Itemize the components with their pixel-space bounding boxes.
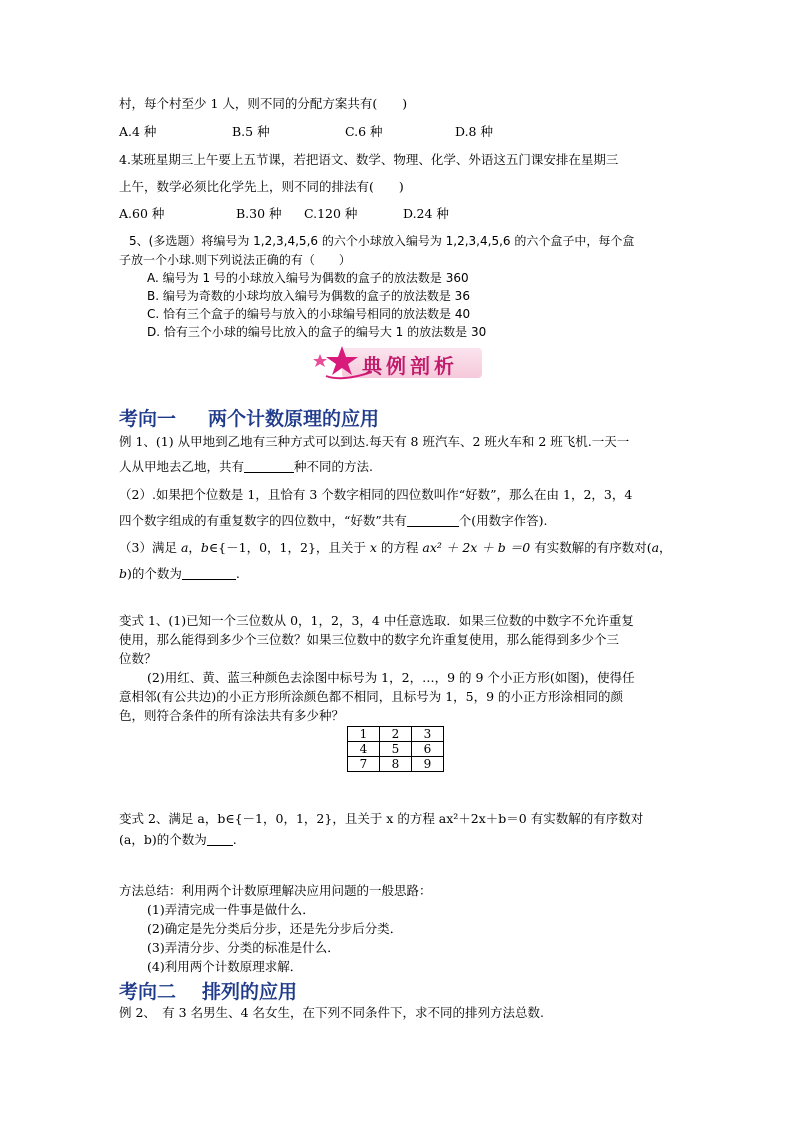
section1-heading: [119, 404, 379, 431]
grid-cell: 6: [412, 742, 444, 757]
ex1-part2-text-end: 个(用数字作答).: [458, 513, 548, 528]
comma: ，: [659, 540, 672, 555]
equation: ax² ＋ 2x ＋ b ＝0: [422, 540, 531, 555]
answer-blank: [407, 514, 459, 527]
q4-option-a: A.60 种: [119, 206, 165, 221]
section1-label: 考向一: [119, 408, 177, 430]
q3-option-b: B.5 种: [232, 124, 270, 139]
number-grid: [347, 726, 444, 772]
eq-prefix: 的方程: [376, 540, 423, 555]
var1-line3: 位数？: [119, 651, 157, 666]
answer-blank: [244, 460, 294, 473]
var2-text: (a，b)的个数为: [119, 832, 207, 847]
ex1-part1-text: 人从甲地去乙地，共有: [119, 459, 245, 474]
ex1-part1-line1: 例 1、(1) 从甲地到乙地有三种方式可以到达.每天有 8 班汽车、2 班火车和 2 班飞机.一天一: [119, 434, 630, 449]
summary-item-1: (1)弄清完成一件事是做什么．: [147, 902, 315, 917]
ex1-part2-text: 四个数字组成的有重复数字的四位数中，“好数”共有: [119, 513, 407, 528]
var-b: b: [119, 566, 128, 581]
set-text: ∈{－1，0，1，2}，且关于: [208, 540, 370, 555]
ex1-part2-line2: [119, 513, 548, 529]
var1-line4: (2)用红、黄、蓝三种颜色去涂图中标号为 1，2，…，9 的 9 个小正方形(如图)，使得任: [147, 670, 635, 685]
answer-blank: [182, 567, 236, 580]
grid-cell: 7: [348, 757, 380, 772]
var-a: a: [651, 540, 660, 555]
section-banner: [312, 342, 484, 382]
grid-cell: 8: [380, 757, 412, 772]
grid-cell: 2: [380, 727, 412, 742]
q4-option-d: D.24 种: [403, 206, 449, 221]
q5-option-a: A. 编号为 1 号的小球放入编号为偶数的盒子的放法数是 360: [147, 271, 469, 285]
grid-row: [348, 742, 444, 757]
tail-text: )的个数为: [127, 566, 182, 581]
section2-title: 排列的应用: [202, 981, 298, 1003]
tail-text: 有实数解的有序数对(: [530, 540, 652, 555]
ex1-part1-text-end: 种不同的方法.: [294, 459, 373, 474]
q5-stem-line1: 5、(多选题）将编号为 1,2,3,4,5,6 的六个小球放入编号为 1,2,3,4,5,6 的六个盒子中，每个盒: [129, 234, 635, 248]
ex1-part1-line2: [119, 459, 373, 475]
section2-label: 考向二: [119, 981, 177, 1003]
q4-stem-line2: 上午，数学必须比化学先上，则不同的排法有( ): [119, 179, 404, 194]
grid-cell: 4: [348, 742, 380, 757]
ex1-part3-line1: [119, 540, 672, 556]
var2-line2: [119, 832, 237, 848]
grid-row: [348, 727, 444, 742]
grid-row: [348, 757, 444, 772]
q5-option-c: C. 恰有三个盒子的编号与放入的小球编号相同的放法数是 40: [147, 307, 471, 321]
q3-stem-tail: 村，每个村至少 1 人，则不同的分配方案共有( ): [119, 96, 408, 111]
var1-line6: 色，则符合条件的所有涂法共有多少种？: [119, 708, 345, 723]
q3-option-a: A.4 种: [119, 124, 157, 139]
var1-line1: 变式 1、(1)已知一个三位数从 0，1，2，3，4 中任意选取．如果三位数的中数字不允许重复: [119, 613, 634, 628]
q5-stem-line2: 子放一个小球.则下列说法正确的有（ ）: [119, 253, 351, 267]
grid-cell: 5: [380, 742, 412, 757]
summary-item-3: (3)弄清分步、分类的标准是什么．: [147, 940, 340, 955]
q3-option-d: D.8 种: [455, 124, 493, 139]
grid-cell: 9: [412, 757, 444, 772]
ex1-part2-line1: （2）.如果把个位数是 1，且恰有 3 个数字相同的四位数叫作“好数”，那么在由 1，2，3，4: [119, 487, 633, 502]
ex1-part3-text: （3）满足: [119, 540, 181, 555]
ex1-part3-line2: [119, 566, 240, 582]
period: .: [235, 566, 240, 581]
q4-option-c: C.120 种: [304, 206, 358, 221]
var2-line1: 变式 2、满足 a，b∈{－1，0，1，2}，且关于 x 的方程 ax²＋2x＋b＝0 有实数解的有序数对: [119, 811, 644, 826]
comma: ，: [188, 540, 201, 555]
var1-line2: 使用，那么能得到多少个三位数？如果三位数中的数字允许重复使用，那么能得到多少个三: [119, 632, 620, 647]
ex2-text: 例 2、 有 3 名男生、4 名女生，在下列不同条件下，求不同的排列方法总数.: [119, 1005, 544, 1020]
q3-option-c: C.6 种: [345, 124, 383, 139]
period: .: [232, 832, 237, 847]
q4-option-b: B.30 种: [236, 206, 282, 221]
var-b: b: [200, 540, 209, 555]
section2-heading: [119, 977, 297, 1004]
grid-cell: 3: [412, 727, 444, 742]
var-a: a: [180, 540, 189, 555]
summary-item-2: (2)确定是先分类后分步，还是先分步后分类．: [147, 921, 403, 936]
summary-item-4: (4)利用两个计数原理求解．: [147, 959, 303, 974]
var1-line5: 意相邻(有公共边)的小正方形所涂颜色都不相同，且标号为 1，5，9 的小正方形涂相同的颜: [119, 689, 624, 704]
grid-cell: 1: [348, 727, 380, 742]
q5-option-b: B. 编号为奇数的小球均放入编号为偶数的盒子的放法数是 36: [147, 289, 470, 303]
q4-stem-line1: 4.某班星期三上午要上五节课，若把语文、数学、物理、化学、外语这五门课安排在星期三: [119, 152, 619, 167]
q5-option-d: D. 恰有三个小球的编号比放入的盒子的编号大 1 的放法数是 30: [147, 325, 487, 339]
summary-title: 方法总结：利用两个计数原理解决应用问题的一般思路：: [119, 883, 432, 898]
answer-blank: [207, 833, 233, 846]
var-x: x: [369, 540, 377, 555]
banner-title: 典例剖析: [362, 354, 458, 378]
section1-title: 两个计数原理的应用: [208, 408, 380, 430]
